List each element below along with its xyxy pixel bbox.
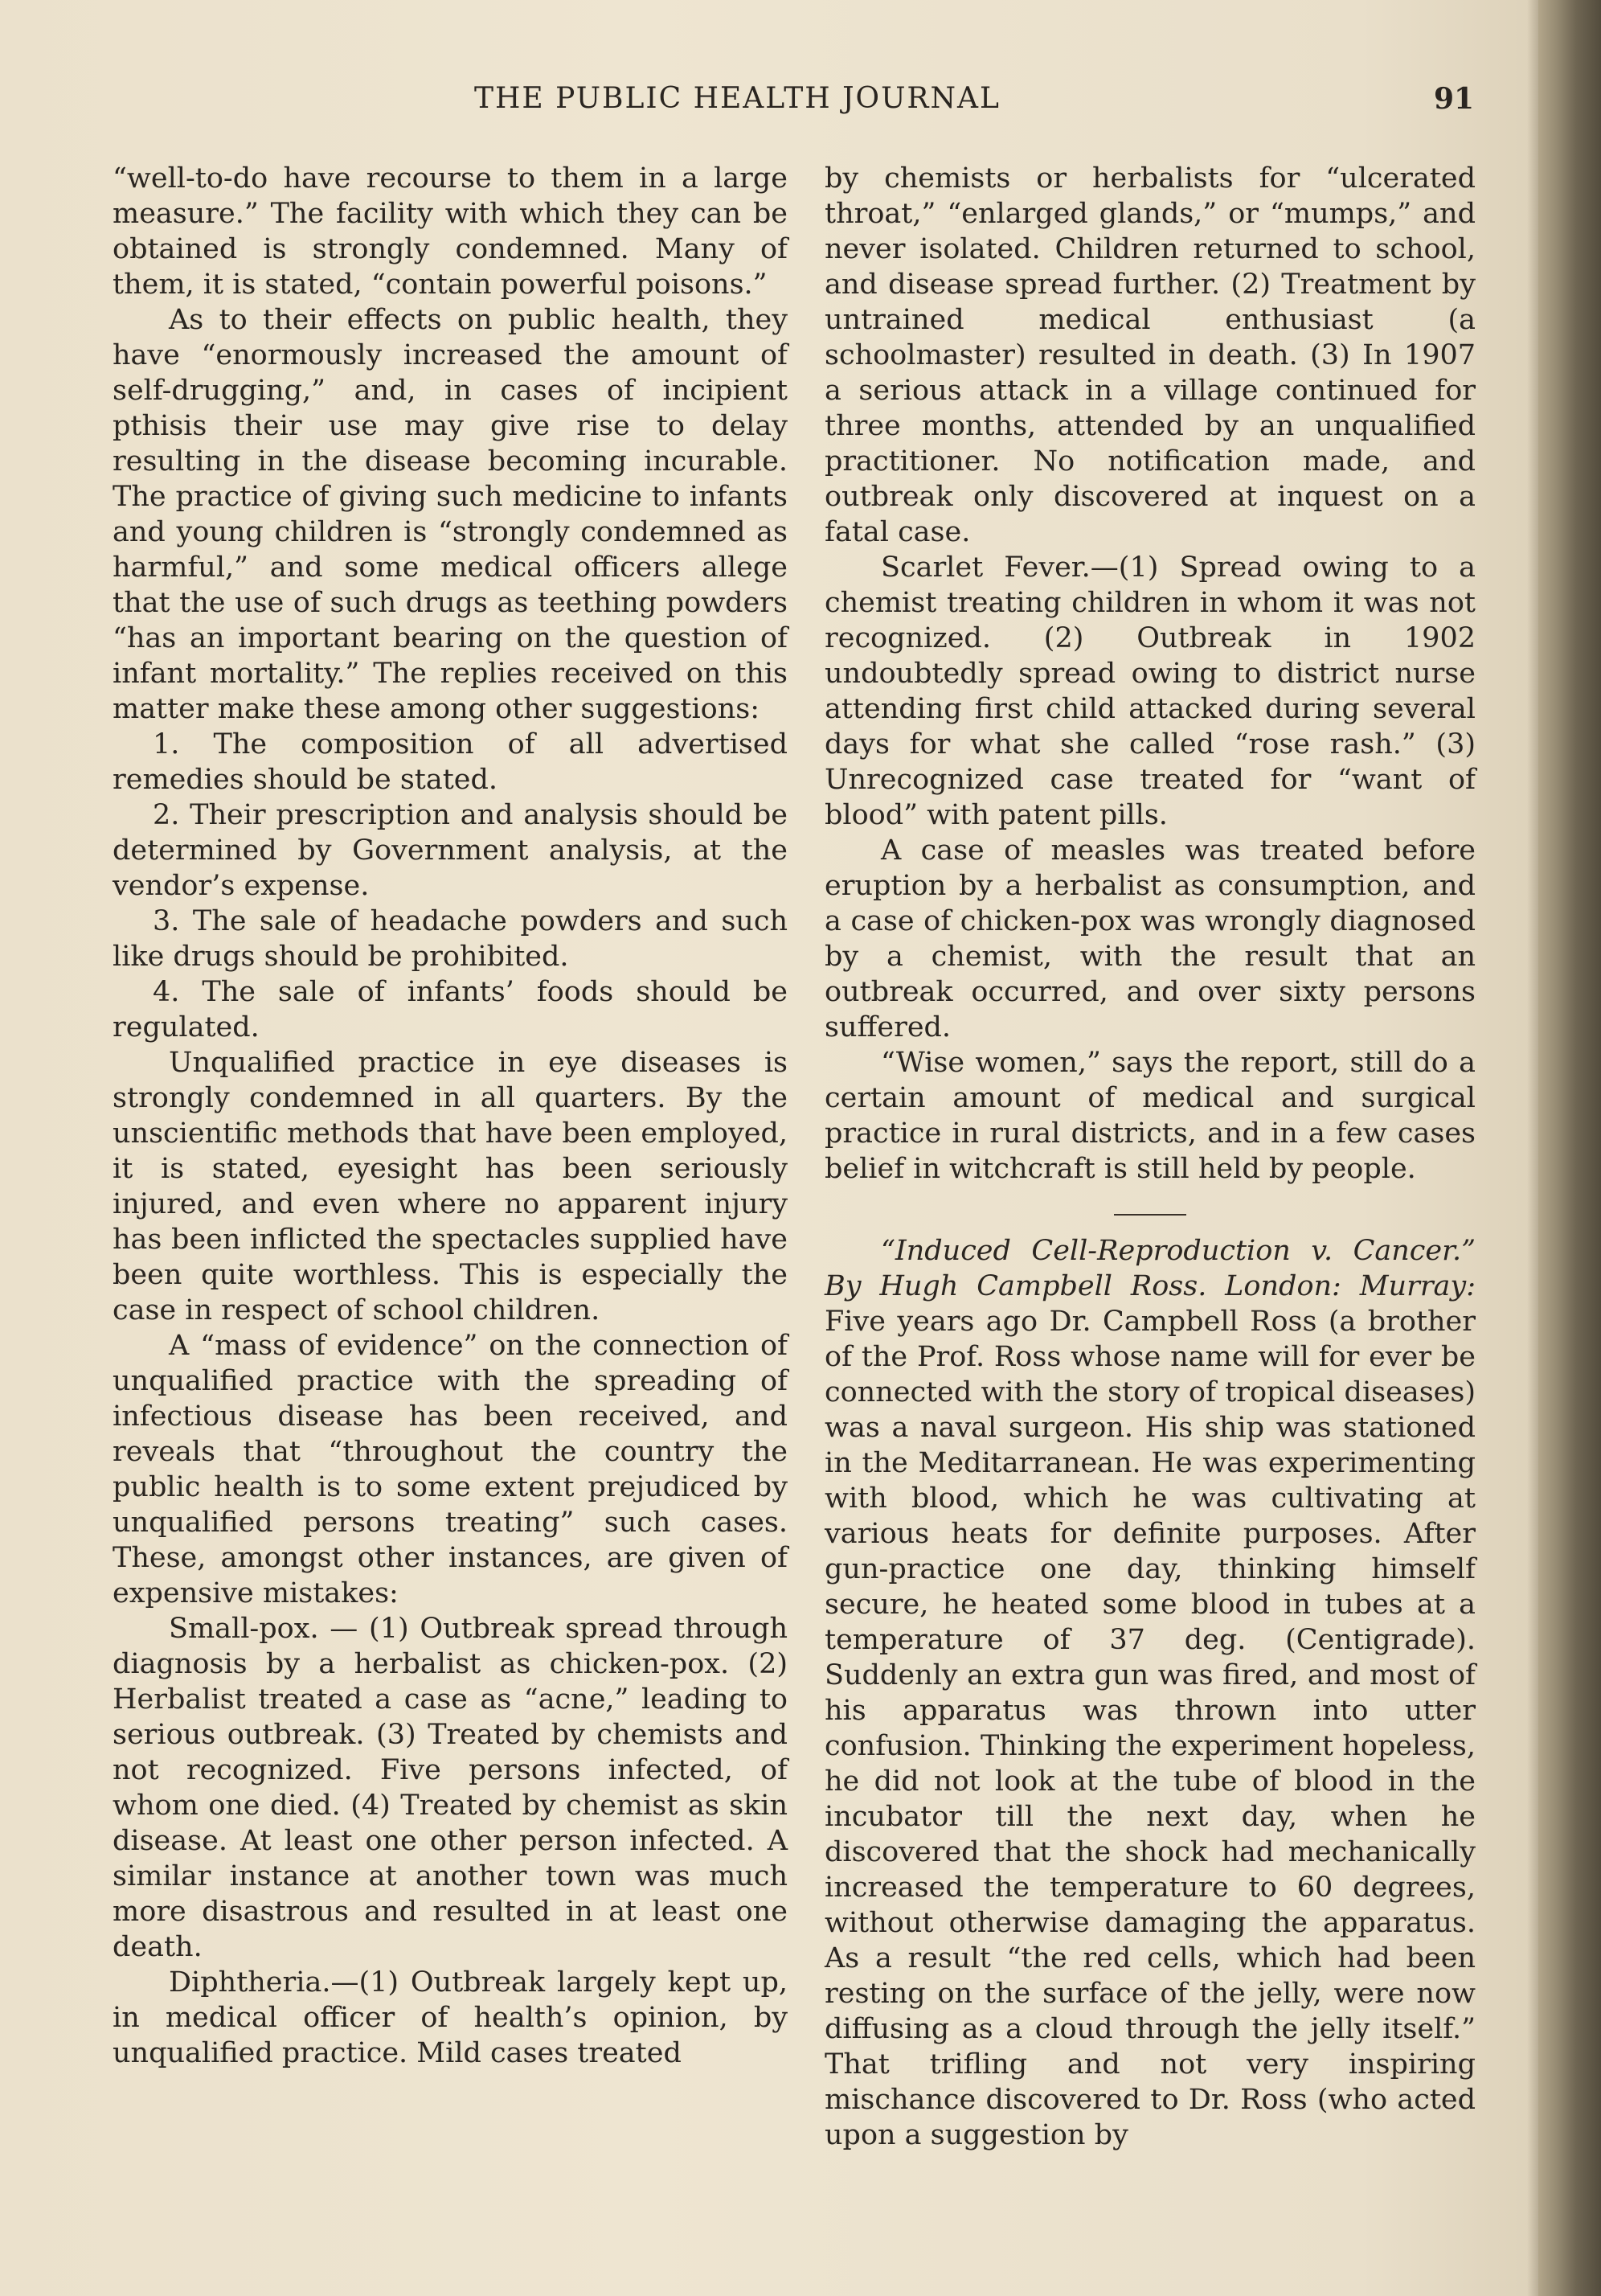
paragraph: by chemists or herbalists for “ulcerated throat,” “enlarged glands,” or “mumps,” and never isolated. Children returned to school, and disease spread further. (2) Treatment by untrained medical enthusiast (a schoolmaster) resulted in death. (3) In 1907 a serious attack in a village continued for three months, attended by an unqualified practitioner. No notification made, and outbreak only discovered at inquest on a fatal case. <box>825 162 1476 548</box>
paragraph: “well-to-do have recourse to them in a large measure.” The facility with which they can be obtained is strongly condemned. Many of them, it is stated, “contain powerful poisons.” <box>113 162 788 301</box>
paragraph: Diphtheria.—(1) Outbreak largely kept up, in medical officer of health’s opinion, by unqualified practice. Mild cases treated <box>113 1966 788 2069</box>
review-body: Five years ago Dr. Campbell Ross (a brother of the Prof. Ross whose name will for ever be connected with the story of tropical diseases) was a naval surgeon. His ship was stationed in the Meditarranean. He was experimenting with blood, which he was cultivating at various heats for definite purposes. After gun-practice one day, thinking himself secure, he heated some blood in tubes at a temperature of 37 deg. (Centigrade). Suddenly an extra gun was fired, and most of his apparatus was thrown into utter confusion. Thinking the experiment hopeless, he did not look at the tube of blood in the incubator till the next day, when he discovered that the shock had mechanically increased the temperature to 60 degrees, without otherwise damaging the apparatus. As a result “the red cells, which had been resting on the surface of the jelly, were now diffusing as a cloud through the jelly itself.” That trifling and not very inspiring mischance discovered to Dr. Ross (who acted upon a suggestion by <box>825 1306 1476 2151</box>
page-header <box>0 82 1479 122</box>
left-column <box>113 161 788 2071</box>
paragraph: As to their effects on public health, they have “enormously increased the amount of self-drugging,” and, in cases of incipient pthisis their use may give rise to delay resulting in the disease becoming incurable. The practice of giving such medicine to infants and young children is “strongly condemned as harmful,” and some medical officers allege that the use of such drugs as teething powders “has an important bearing on the question of infant mortality.” The replies received on this matter make these among other suggestions: <box>113 304 788 725</box>
paragraph: A “mass of evidence” on the connection of unqualified practice with the spreading of infectious disease has been received, and reveals that “throughout the country the public health is to some extent prejudiced by unqualified persons treating” such cases. These, amongst other instances, are given of expensive mistakes: <box>113 1330 788 1609</box>
page-number: 91 <box>1434 82 1475 116</box>
paragraph: Small-pox. — (1) Outbreak spread through diagnosis by a herbalist as chicken-pox. (2) Herbalist treated a case as “acne,” leading to serious outbreak. (3) Treated by chemists and not recognized. Five persons infected, of whom one died. (4) Treated by chemist as skin disease. At least one other person infected. A similar instance at another town was much more disastrous and resulted in at least one death. <box>113 1613 788 1963</box>
paragraph: Scarlet Fever.—(1) Spread owing to a chemist treating children in whom it was not recognized. (2) Outbreak in 1902 undoubtedly spread owing to district nurse attending first child attacked during several days for what she called “rose rash.” (3) Unrecognized case treated for “want of blood” with patent pills. <box>825 551 1476 831</box>
book-spine <box>1538 0 1601 2296</box>
right-column <box>825 161 1476 2153</box>
book-review <box>825 1233 1476 2153</box>
binding-shadow <box>1527 0 1538 2296</box>
list-item: 2. Their prescription and analysis should be determined by Government analysis, at the vendor’s expense. <box>113 799 788 902</box>
list-item: 3. The sale of headache powders and such like drugs should be prohibited. <box>113 905 788 973</box>
section-divider <box>1114 1214 1186 1216</box>
list-item: 4. The sale of infants’ foods should be regulated. <box>113 976 788 1043</box>
running-head: THE PUBLIC HEALTH JOURNAL <box>474 82 1001 115</box>
list-item: 1. The composition of all advertised remedies should be stated. <box>113 728 788 796</box>
paragraph: Unqualified practice in eye diseases is strongly condemned in all quarters. By the unscientific methods that have been employed, it is stated, eyesight has been seriously injured, and even where no apparent injury has been inflicted the spectacles supplied have been quite worthless. This is especially the case in respect of school children. <box>113 1047 788 1326</box>
paragraph: “Wise women,” says the report, still do a certain amount of medical and surgical practice in rural districts, and in a few cases belief in witchcraft is still held by people. <box>825 1047 1476 1185</box>
paragraph: A case of measles was treated before eruption by a herbalist as consumption, and a case of chicken-pox was wrongly diagnosed by a chemist, with the result that an outbreak occurred, and over sixty persons suffered. <box>825 834 1476 1043</box>
review-title: “Induced Cell-Reproduction v. Cancer.” By Hugh Campbell Ross. London: Murray: <box>825 1235 1476 1302</box>
